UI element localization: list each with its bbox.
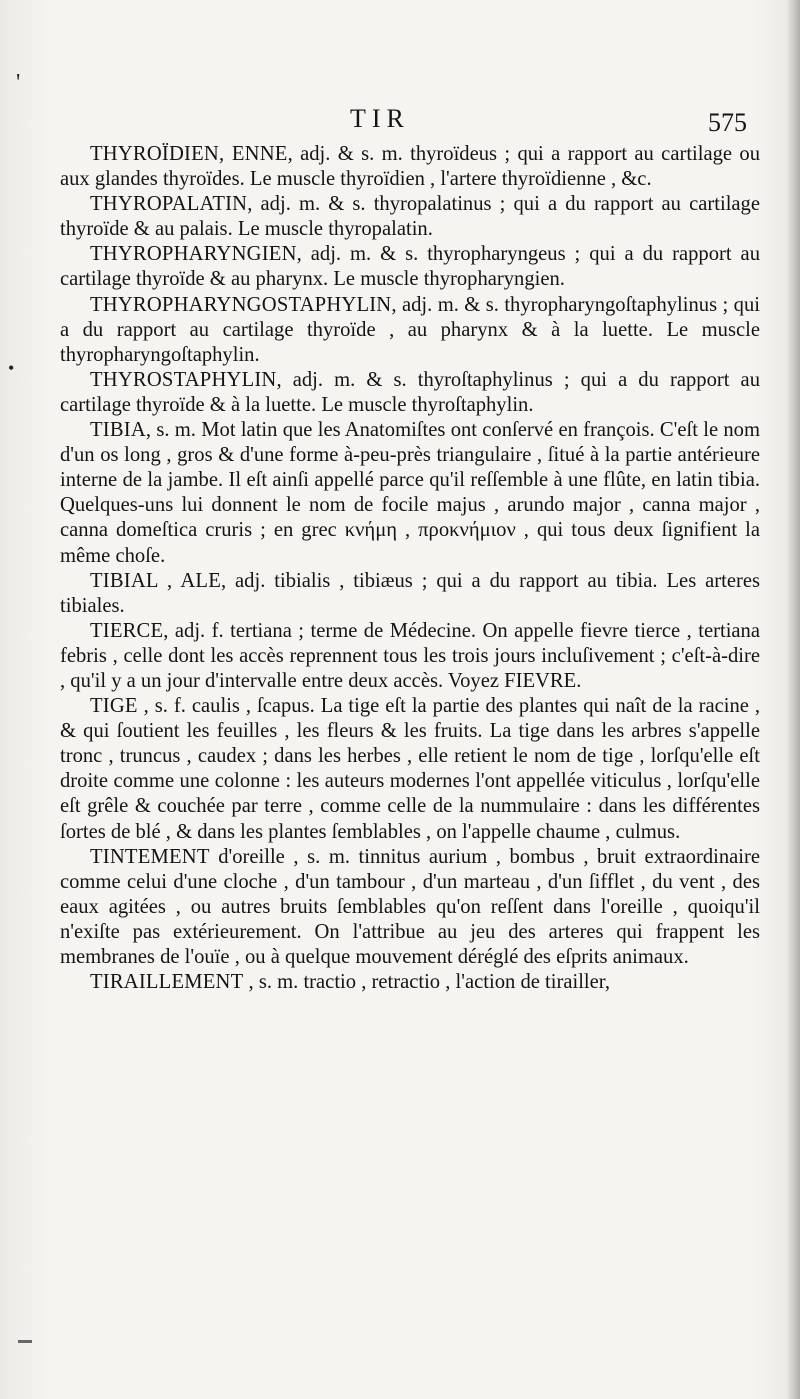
dictionary-text — [60, 142, 760, 995]
entry — [60, 242, 760, 292]
entry-body: , adj. f. tertiana ; terme de Médecine. On appelle fievre tierce , tertiana febris , celle dont les accès reprennent tous les trois jours incluſivement ; c'eſt-à-dire , qu'il y a un jour d'intervalle entre deux accès. Voyez FIEVRE. — [60, 619, 760, 692]
corner-mark — [18, 1340, 32, 1343]
entry-body: , adj. m. & s. thyropalatinus ; qui a du rapport au cartilage thyroïde & au palais. Le muscle thyropalatin. — [60, 193, 760, 241]
entry — [60, 142, 760, 192]
entry-headword: TINTEMENT — [90, 845, 210, 868]
page-header — [0, 100, 800, 140]
entry-headword: THYROÏDIEN, ENNE — [90, 143, 288, 165]
page-number: 575 — [708, 108, 747, 137]
entry — [60, 970, 760, 995]
entry-body: , s. f. caulis , ſcapus. La tige eſt la partie des plantes qui naît de la racine , & qui ſoutient les feuilles , les fleurs & les fruits. La tige dans les arbres s'appelle tronc , truncus , caudex ; dans les herbes , elle retient le nom de tige , lorſqu'elle eſt droite comme une colonne : les auteurs modernes l'ont appellée viticulus , lorſqu'elle eſt grêle & couchée par terre , comme celle de la nummulaire : dans les différentes ſortes de blé , & dans les plantes ſemblables , on l'appelle chaume , culmus. — [60, 695, 760, 843]
entry-headword: TIRAILLEMENT — [90, 971, 244, 994]
entry-headword: THYROSTAPHYLIN — [90, 368, 277, 391]
margin-dot: • — [8, 358, 15, 378]
entry-body: d'oreille , s. m. tinnitus aurium , bombus , bruit extraordinaire comme celui d'une cloche , d'un tambour , d'un marteau , d'un ſifflet , du vent , des eaux agitées , ou autres bruits ſemblables qu'on reſſent dans l'oreille , quoiqu'il n'exiſte pas extérieurement. On l'attribue au jeu des arteres qui frappent les membranes de l'ouïe , ou à quelque mouvement déréglé des eſprits animaux. — [60, 845, 760, 968]
entry-body: , adj. m. & s. thyropharyngeus ; qui a du rapport au cartilage thyroïde & au pharynx. Le muscle thyropharyngien. — [60, 243, 760, 291]
entry-body: , s. m. Mot latin que les Anatomiſtes ont conſervé en françois. C'eſt le nom d'un os long , gros & d'une forme à-peu-près triangulaire , ſitué à la partie antérieure interne de la jambe. Il eſt ainſi appellé parce qu'il reſſemble à une flûte, en latin tibia. Quelques-uns lui donnent le nom de focile majus , arundo major , canna major , canna domeſtica cruris ; en grec κνήμη , προκνήμιον , qui tous deux ſignifient la même choſe. — [60, 419, 760, 567]
page-edge-shadow — [786, 0, 800, 1399]
entry-headword: TIGE — [90, 695, 138, 718]
entry-body: , adj. & s. m. thyroïdeus ; qui a rapport au cartilage ou aux glandes thyroïdes. Le muscle thyroïdien , l'artere thyroïdienne , &c. — [60, 143, 760, 191]
entry — [60, 845, 760, 970]
entry-body: , adj. m. & s. thyroſtaphylinus ; qui a du rapport au cartilage thyroïde & à la luette. Le muscle thyroſtaphylin. — [60, 368, 760, 416]
entry-body: , s. m. tractio , retractio , l'action de tirailler, — [243, 971, 610, 994]
margin-mark: ' — [16, 70, 21, 96]
entry — [60, 619, 760, 694]
entry — [60, 418, 760, 569]
entry-headword: THYROPALATIN — [90, 193, 248, 216]
entry-headword: THYROPHARYNGOSTAPHYLIN — [90, 293, 392, 316]
entry — [60, 694, 760, 845]
entry — [60, 192, 760, 242]
entry — [60, 569, 760, 619]
entry-headword: THYROPHARYNGIEN — [90, 243, 297, 266]
running-head: TIR — [350, 104, 410, 133]
entry — [60, 368, 760, 418]
entry — [60, 293, 760, 368]
entry-body: , adj. tibialis , tibiæus ; qui a du rapport au tibia. Les arteres tibiales. — [60, 569, 760, 617]
entry-headword: TIBIA — [90, 419, 146, 442]
entry-headword: TIBIAL , ALE — [90, 569, 221, 592]
entry-headword: TIERCE — [90, 619, 164, 642]
entry-body: , adj. m. & s. thyropharyngoſtaphylinus ; qui a du rapport au cartilage thyroïde , au pharynx & à la luette. Le muscle thyropharyngoſtaphylin. — [60, 293, 760, 366]
